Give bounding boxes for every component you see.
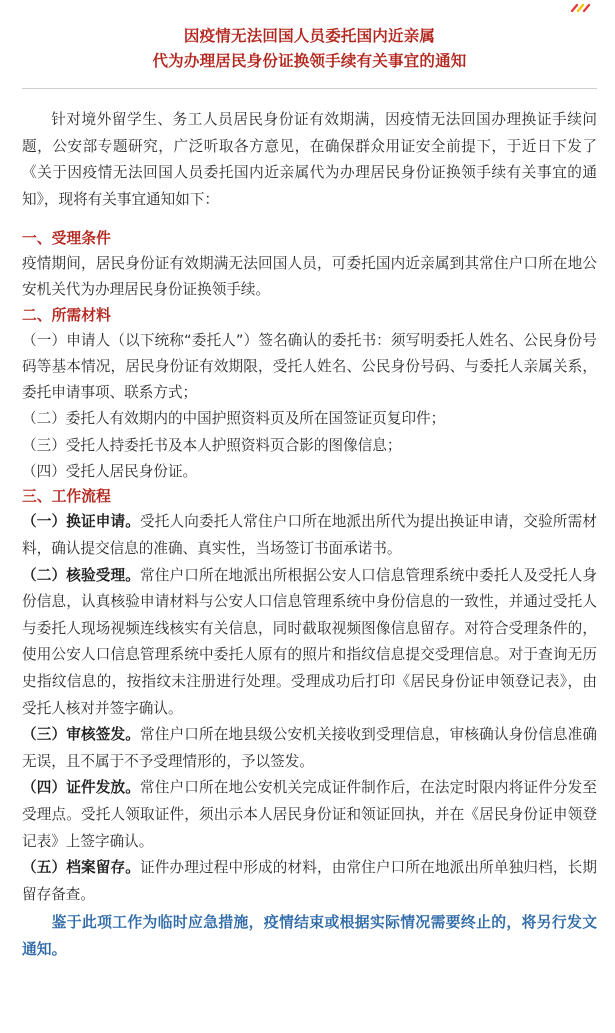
materials-item: （四）受托人居民身份证。 <box>22 463 198 481</box>
materials-list <box>22 328 597 486</box>
title-divider <box>22 88 597 89</box>
section-text-acceptance-conditions: 疫情期间，居民身份证有效期满无法回国人员，可委托国内近亲属到其常住户口所在地公安机关代为办理居民身份证换领手续。 <box>22 255 597 299</box>
step-label: （一）换证申请。 <box>22 513 140 531</box>
step-label: （四）证件发放。 <box>22 779 140 797</box>
step-text: 常住户口所在地派出所根据公安人口信息管理系统中委托人及受托人身份信息，认真核验申请材料与公安人口信息管理系统中身份信息的一致性，并通过受托人与委托人现场视频连线核实有关信息，同时截取视频图像信息留存。对符合受理条件的，使用公安人口信息管理系统中委托人原有的照片和指纹信息提交受理信息。对于查询无历史指纹信息的，按指纹未注册进行处理。受理成功后打印《居民身份证申领登记表》，由受托人核对并签字确认。 <box>22 566 597 717</box>
step-text: 受托人向委托人常住户口所在地派出所代为提出换证申请，交验所需材料，确认提交信息的准确、真实性，当场签订书面承诺书。 <box>22 513 597 557</box>
section-heading-required-materials: 二、所需材料 <box>22 306 111 324</box>
title-line-1: 因疫情无法回国人员委托国内近亲属 <box>183 27 436 45</box>
section-heading-acceptance-conditions: 一、受理条件 <box>22 230 111 247</box>
corner-logo-mark <box>569 4 591 12</box>
notice-document <box>22 24 597 963</box>
document-title <box>22 24 597 74</box>
materials-item: （一）申请人（以下统称“委托人”）签名确认的委托书：须写明委托人姓名、公民身份号码等基本情况，居民身份证有效期限，受托人姓名、公民身份号码、与委托人亲属关系，委托申请事项、联系方式； <box>22 331 597 402</box>
materials-item: （三）受托人持委托书及本人护照资料页合影的图像信息； <box>22 436 402 454</box>
step-label: （五）档案留存。 <box>22 859 140 877</box>
title-line-2: 代为办理居民身份证换领手续有关事宜的通知 <box>152 52 467 70</box>
workflow-step-approval <box>22 722 597 775</box>
step-text: 证件办理过程中形成的材料，由常住户口所在地派出所单独归档，长期留存备查。 <box>22 859 597 903</box>
step-text: 常住户口所在地公安机关完成证件制作后，在法定时限内将证件分发至受理点。受托人领取证件，须出示本人居民身份证和领证回执，并在《居民身份证申领登记表》上签字确认。 <box>22 779 597 850</box>
intro-paragraph: 针对境外留学生、务工人员居民身份证有效期满，因疫情无法回国办理换证手续问题，公安部专题研究，广泛听取各方意见，在确保群众用证安全前提下，于近日下发了《关于因疫情无法回国人员委托国内近亲属代为办理居民身份证换领手续有关事宜的通知》，现将有关事宜通知如下： <box>22 111 597 208</box>
step-text: 常住户口所在地县级公安机关接收到受理信息，审核确认身份信息准确无误，且不属于不予受理情形的，予以签发。 <box>22 726 597 770</box>
step-label: （二）核验受理。 <box>22 566 140 584</box>
section-heading-workflow: 三、工作流程 <box>22 488 111 506</box>
workflow-step-verification <box>22 563 597 723</box>
materials-item: （二）委托人有效期内的中国护照资料页及所在国签证页复印件； <box>22 410 446 428</box>
workflow-step-archiving <box>22 855 597 908</box>
workflow-steps <box>22 509 597 908</box>
closing-note: 鉴于此项工作为临时应急措施，疫情结束或根据实际情况需要终止的，将另行发文通知。 <box>22 914 597 958</box>
step-label: （三）审核签发。 <box>22 726 140 744</box>
workflow-step-application <box>22 509 597 562</box>
workflow-step-issuance <box>22 775 597 855</box>
